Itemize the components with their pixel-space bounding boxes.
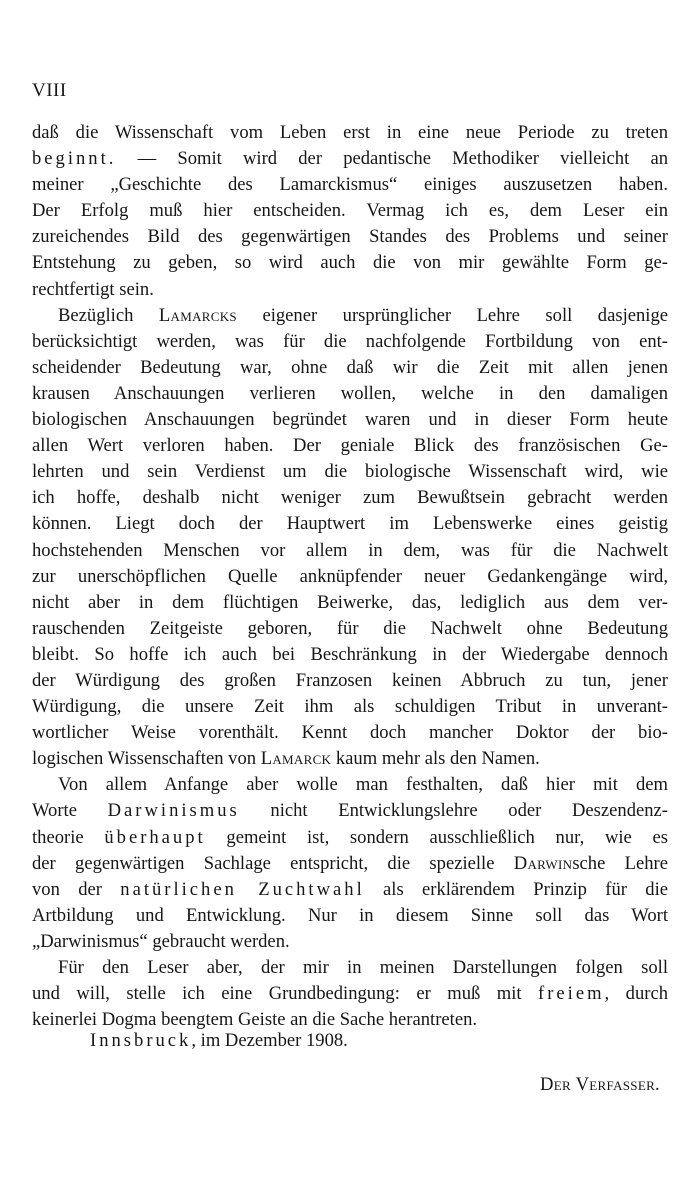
text-segment: eigener ursprünglicher Lehre soll dasjenige: [236, 304, 668, 326]
text-segment: hochstehenden Menschen vor allem in dem, was für die Nachwelt: [32, 539, 668, 561]
spaced-emphasis: beginnt.: [32, 148, 117, 170]
text-segment: ich hoffe, deshalb nicht weniger zum Bewußtsein gebracht werden: [32, 487, 668, 509]
text-segment: theorie: [32, 826, 105, 848]
text-line: [32, 250, 668, 276]
body-text: [32, 120, 668, 1033]
text-line: [32, 564, 668, 590]
text-line: [32, 772, 668, 798]
text-line: [32, 485, 668, 511]
text-line: [32, 642, 668, 668]
text-line: [32, 720, 668, 746]
text-line: [32, 903, 668, 929]
text-line: [32, 851, 668, 877]
small-caps-name: Lamarcks: [158, 304, 237, 326]
text-segment: rauschenden Zeitgeiste geboren, für die Nachwelt ohne Bedeutung: [32, 617, 668, 639]
text-line: [32, 981, 668, 1007]
text-segment: daß die Wissenschaft vom Leben erst in eine neue Periode zu treten: [32, 122, 668, 143]
spaced-emphasis: natürlichen Zuchtwahl: [120, 878, 365, 900]
text-segment: meiner „Geschichte des Lamarckismus“ einiges auszusetzen haben.: [32, 174, 668, 196]
text-segment: nicht aber in dem flüchtigen Beiwerke, das, lediglich aus dem ver-: [32, 591, 668, 613]
text-segment: Entstehung zu geben, so wird auch die von mir gewählte Form ge-: [32, 252, 668, 274]
date-line: [90, 1030, 348, 1052]
text-segment: zur unerschöpflichen Quelle anknüpfender neuer Gedankengänge wird,: [32, 565, 668, 587]
text-segment: „Darwinismus“ gebraucht werden.: [32, 930, 290, 952]
text-line: [32, 146, 668, 172]
text-line: [32, 668, 668, 694]
paragraph: [32, 303, 668, 773]
text-segment: Für den Leser aber, der mir in meinen Darstellungen folgen soll: [58, 957, 668, 978]
text-line: [32, 798, 668, 824]
date-text: , im Dezember 1908.: [191, 1030, 348, 1051]
text-segment: zureichendes Bild des gegenwärtigen Standes des Problems und seiner: [32, 226, 668, 248]
text-line: [32, 355, 668, 381]
text-segment: Worte: [32, 800, 108, 822]
text-segment: rechtfertigt sein.: [32, 278, 154, 300]
text-line: [32, 120, 668, 146]
paragraph: [32, 772, 668, 955]
text-line: [32, 511, 668, 537]
text-segment: , durch: [604, 983, 668, 1005]
paragraph: [32, 955, 668, 1033]
text-line: [32, 381, 668, 407]
text-segment: kaum mehr als den Namen.: [331, 748, 540, 770]
text-segment: gemeint ist, sondern ausschließlich nur, wie es: [205, 826, 668, 848]
text-segment: krausen Anschauungen verlieren wollen, welche in den damaligen: [32, 382, 668, 404]
text-segment: sche Lehre: [572, 852, 668, 874]
text-segment: Bezüglich: [58, 304, 159, 326]
text-segment: allen Wert verloren haben. Der geniale Blick des französischen Ge-: [32, 435, 668, 457]
paragraph: [32, 120, 668, 303]
text-line: [32, 303, 668, 329]
author-signature: Der Verfasser.: [540, 1074, 660, 1095]
small-caps-name: Darwin: [513, 852, 573, 874]
text-segment: logischen Wissenschaften von: [32, 748, 261, 770]
text-segment: — Somit wird der pedantische Methodiker vielleicht an: [116, 148, 668, 170]
text-segment: als erklärendem Prinzip für die: [364, 878, 668, 900]
text-segment: Von allem Anfange aber wolle man festhalten, daß hier mit dem: [58, 774, 668, 796]
text-line: [32, 955, 668, 981]
text-segment: nicht Entwicklungslehre oder Deszendenz-: [239, 800, 668, 822]
text-segment: berücksichtigt werden, was für die nachfolgende Fortbildung von ent-: [32, 330, 668, 352]
text-line: [32, 538, 668, 564]
text-segment: biologischen Anschauungen begründet waren und in dieser Form heute: [32, 409, 668, 431]
text-segment: Der Erfolg muß hier entscheiden. Vermag ich es, dem Leser ein: [32, 200, 668, 222]
text-segment: der Würdigung des großen Franzosen keinen Abbruch zu tun, jener: [32, 669, 668, 691]
text-segment: bleibt. So hoffe ich auch bei Beschränkung in der Wiedergabe dennoch: [32, 643, 668, 665]
text-line: [32, 746, 668, 772]
text-segment: Würdigung, die unsere Zeit ihm als schuldigen Tribut in unverant-: [32, 696, 668, 718]
text-line: [32, 224, 668, 250]
text-segment: lehrten und sein Verdienst um die biologische Wissenschaft wird, wie: [32, 461, 668, 483]
text-segment: scheidender Bedeutung war, ohne daß wir die Zeit mit allen jenen: [32, 356, 668, 378]
text-segment: keinerlei Dogma beengtem Geiste an die Sache herantreten.: [32, 1009, 478, 1031]
spaced-emphasis: Darwinismus: [107, 800, 240, 822]
text-line: [32, 172, 668, 198]
text-line: [32, 407, 668, 433]
text-line: [32, 277, 668, 303]
text-line: [32, 198, 668, 224]
text-line: [32, 877, 668, 903]
text-segment: Artbildung und Entwicklung. Nur in diesem Sinne soll das Wort: [32, 904, 668, 926]
spaced-emphasis: überhaupt: [104, 826, 206, 848]
page-number: VIII: [32, 80, 67, 101]
text-line: [32, 616, 668, 642]
spaced-emphasis: freiem: [538, 983, 605, 1005]
text-segment: wortlicher Weise vorenthält. Kennt doch mancher Doktor der bio-: [32, 722, 668, 744]
text-line: [32, 433, 668, 459]
small-caps-name: Lamarck: [260, 748, 332, 770]
text-line: [32, 590, 668, 616]
text-segment: und will, stelle ich eine Grundbedingung: er muß mit: [32, 983, 539, 1005]
text-line: [32, 694, 668, 720]
text-line: [32, 929, 668, 955]
text-segment: können. Liegt doch der Hauptwert im Lebenswerke eines geistig: [32, 513, 668, 535]
text-segment: der gegenwärtigen Sachlage entspricht, die spezielle: [32, 852, 514, 874]
text-line: [32, 459, 668, 485]
text-line: [32, 825, 668, 851]
text-segment: von der: [32, 878, 121, 900]
place-name: Innsbruck: [90, 1030, 192, 1051]
text-line: [32, 329, 668, 355]
